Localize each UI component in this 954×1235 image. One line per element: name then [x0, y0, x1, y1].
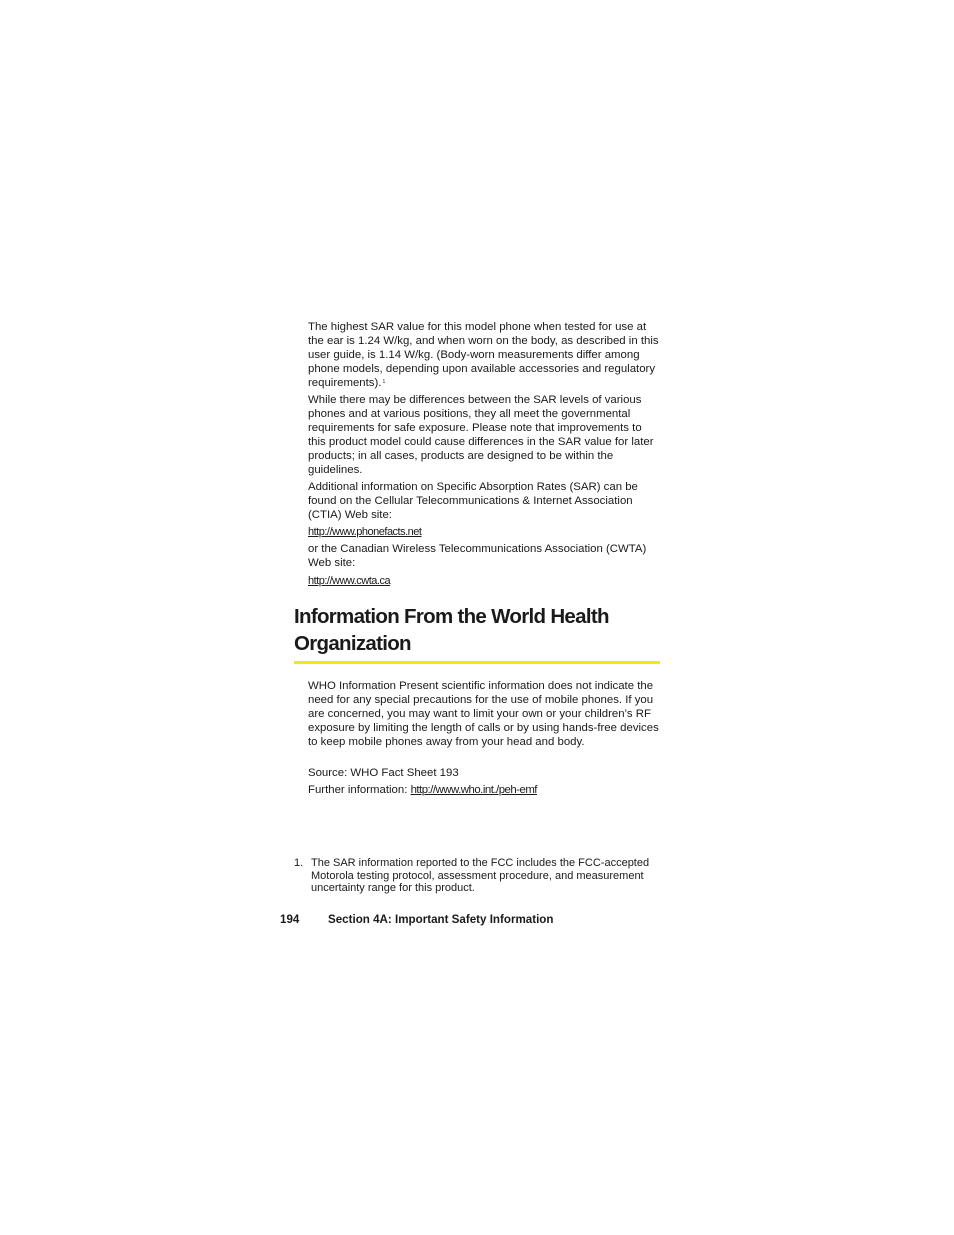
heading-rule	[294, 661, 660, 664]
phonefacts-link[interactable]: http://www.phonefacts.net	[308, 526, 422, 538]
footer-section-title: Section 4A: Important Safety Information	[328, 913, 554, 926]
who-information-paragraph: WHO Information Present scientific information does not indicate the need for any special precautions for the use of mobile phones. If you are concerned, you may want to limit your own or your children’s RF exposure by limiting the length of calls or by using hands-free devices to keep mobile phones away from your head and body.	[308, 680, 659, 748]
further-information	[308, 783, 660, 797]
who-link[interactable]: http://www.who.int./peh-emf	[410, 784, 537, 796]
footnote-text: The SAR information reported to the FCC includes the FCC-accepted Motorola testing protocol, assessment procedure, and measurement uncertainty range for this product.	[311, 857, 650, 894]
further-information-label: Further information:	[308, 784, 411, 796]
sar-differences-paragraph: While there may be differences between the SAR levels of various phones and at various positions, they all meet the governmental requirements for safe exposure. Please note that improvements to this product model could cause differences in the SAR value for later products; in all cases, products are designed to be within the guidelines.	[308, 394, 654, 476]
sar-value-text: The highest SAR value for this model phone when tested for use at the ear is 1.24 W/kg, and when worn on the body, as described in this user guide, is 1.14 W/kg. (Body-worn measurements differ among phone models, depending upon available accessories and regulatory requirements).	[308, 321, 659, 389]
who-source: Source: WHO Fact Sheet 193	[308, 767, 459, 779]
footnote-reference[interactable]: 1	[382, 379, 386, 385]
page-number: 194	[280, 913, 300, 926]
sar-additional-info-paragraph: Additional information on Specific Absorption Rates (SAR) can be found on the Cellular Telecommunications & Internet Association (CTIA) Web site:	[308, 481, 638, 521]
cwta-paragraph: or the Canadian Wireless Telecommunications Association (CWTA) Web site:	[308, 543, 647, 569]
cwta-link[interactable]: http://www.cwta.ca	[308, 575, 391, 587]
footnote-number: 1.	[294, 857, 304, 869]
sar-value-paragraph	[308, 320, 660, 390]
section-heading: Information From the World Health Organization	[294, 605, 609, 655]
footnote	[294, 857, 664, 895]
